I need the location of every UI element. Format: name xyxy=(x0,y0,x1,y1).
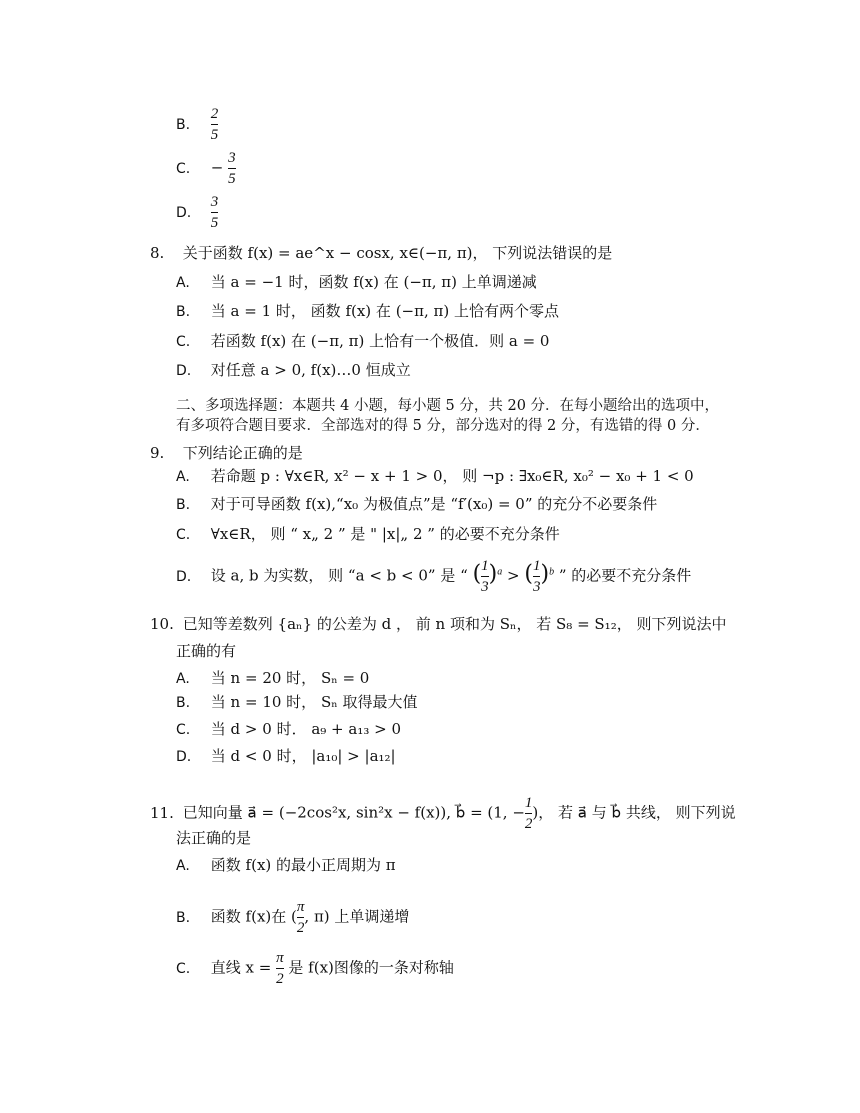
fraction xyxy=(228,148,236,189)
q8-option-b xyxy=(176,301,559,322)
option-label: C. xyxy=(176,527,191,543)
q11-option-c xyxy=(176,948,454,989)
option-text-post: ” 的必要不充分条件 xyxy=(558,566,692,585)
numerator: π xyxy=(296,899,305,915)
option-text: 当 a = 1 时， 函数 f(x) 在 (−π, π) 上恰有两个零点 xyxy=(210,302,559,320)
q10-option-d xyxy=(176,746,396,767)
option-text: 当 n = 20 时， Sₙ = 0 xyxy=(210,669,370,687)
greater-than: > xyxy=(507,566,520,585)
fraction xyxy=(211,192,219,233)
option-text: 对于可导函数 f(x),“x₀ 为极值点”是 “f′(x₀) = 0” 的充分不必要条件 xyxy=(210,495,658,513)
question-text-pre: 已知向量 a⃗ = (−2cos²x, sin²x − f(x)), b⃗ = (1, − xyxy=(182,803,525,822)
fraction xyxy=(211,104,219,145)
option-label: A. xyxy=(176,671,190,687)
option-label: A. xyxy=(176,275,190,291)
q7-option-d xyxy=(176,192,218,233)
option-label: B. xyxy=(176,695,191,711)
q8-option-a xyxy=(176,272,537,293)
question-number: 8. xyxy=(150,244,165,262)
denominator: 5 xyxy=(228,171,236,187)
option-label: D. xyxy=(176,568,192,585)
q11-stem-line2: 法正确的是 xyxy=(176,829,252,847)
denominator: 5 xyxy=(210,127,219,143)
numerator: 1 xyxy=(524,795,533,811)
q8-option-d xyxy=(176,360,411,381)
numerator: 3 xyxy=(228,150,236,166)
q9-stem xyxy=(150,443,303,463)
numerator: π xyxy=(276,950,284,966)
numerator: 1 xyxy=(532,558,541,574)
question-text: 关于函数 f(x) = ae^x − cosx, x∈(−π, π)， 下列说法错误的是 xyxy=(182,244,613,262)
minus-sign: − xyxy=(210,158,224,177)
option-label: B. xyxy=(176,497,191,513)
q9-option-a xyxy=(176,466,694,487)
option-text-pre: 函数 f(x)在 ( xyxy=(210,907,297,926)
q10-option-c xyxy=(176,719,401,740)
paren-open: ( xyxy=(524,561,533,587)
q11-option-b xyxy=(176,897,409,938)
numerator: 1 xyxy=(481,558,489,574)
denominator: 2 xyxy=(296,920,305,936)
exponent: b xyxy=(549,566,555,578)
denominator: 3 xyxy=(532,579,541,595)
paren-close: ) xyxy=(488,561,498,587)
denominator: 2 xyxy=(276,971,284,987)
question-number: 10. xyxy=(150,615,174,633)
paren-open: ( xyxy=(472,561,482,587)
q7-option-b xyxy=(176,104,218,145)
numerator: 3 xyxy=(210,194,219,210)
option-text: 若函数 f(x) 在 (−π, π) 上恰有一个极值．则 a = 0 xyxy=(210,332,550,350)
option-text-pre: 设 a, b 为实数， 则 “a < b < 0” 是 “ xyxy=(210,566,468,585)
option-text: ∀x∈R， 则 “ x„ 2 ” 是 " |x|„ 2 ” 的必要不充分条件 xyxy=(210,525,560,543)
option-label: C. xyxy=(176,160,191,177)
option-text: 对任意 a > 0, f(x)…0 恒成立 xyxy=(210,361,411,379)
option-label: B. xyxy=(176,116,191,133)
q10-option-a xyxy=(176,668,369,689)
question-text-post: )， 若 a⃗ 与 b⃗ 共线， 则下列说 xyxy=(532,803,736,822)
fraction xyxy=(481,556,489,597)
option-text-post: , π) 上单调递增 xyxy=(304,907,410,926)
option-text: 当 d > 0 时． a₉ + a₁₃ > 0 xyxy=(210,720,402,738)
denominator: 2 xyxy=(524,816,533,832)
option-label: C. xyxy=(176,722,191,738)
q8-stem xyxy=(150,243,612,263)
q9-option-b xyxy=(176,494,657,515)
question-text: 已知等差数列 {aₙ} 的公差为 d ， 前 n 项和为 Sₙ， 若 S₈ = S₁₂， 则下列说法中 xyxy=(182,615,727,633)
exponent: a xyxy=(497,566,503,578)
option-label: C. xyxy=(176,334,191,350)
question-number: 11. xyxy=(150,803,174,822)
option-label: D. xyxy=(176,749,192,765)
option-label: B. xyxy=(176,304,191,320)
q10-stem xyxy=(150,614,726,634)
option-text: 当 a = −1 时，函数 f(x) 在 (−π, π) 上单调递减 xyxy=(210,273,537,291)
option-label: A. xyxy=(176,858,190,874)
q10-stem-line2: 正确的有 xyxy=(176,642,237,660)
option-label: B. xyxy=(176,909,191,926)
paren-close: ) xyxy=(540,561,550,587)
option-text: 当 n = 10 时， Sₙ 取得最大值 xyxy=(210,693,418,711)
option-text: 当 d < 0 时， |a₁₀| > |a₁₂| xyxy=(210,747,396,765)
section-heading-line2: 有多项符合题目要求．全部选对的得 5 分，部分选对的得 2 分，有选错的得 0 分． xyxy=(176,418,710,434)
option-text: 函数 f(x) 的最小正周期为 π xyxy=(210,856,396,874)
option-label: C. xyxy=(176,960,191,977)
q7-option-c xyxy=(176,148,236,189)
q11-option-a xyxy=(176,855,396,876)
denominator: 3 xyxy=(481,579,489,595)
option-text: 若命题 p : ∀x∈R, x² − x + 1 > 0， 则 ¬p : ∃x₀∈R, x₀² − x₀ + 1 < 0 xyxy=(210,467,694,485)
denominator: 5 xyxy=(210,215,219,231)
option-label: A. xyxy=(176,469,190,485)
option-text-post: 是 f(x)图像的一条对称轴 xyxy=(283,958,454,977)
question-number: 9. xyxy=(150,444,165,462)
q9-option-c xyxy=(176,524,560,545)
q9-option-d xyxy=(176,556,691,597)
option-label: D. xyxy=(176,204,192,221)
question-text: 下列结论正确的是 xyxy=(182,444,303,462)
fraction xyxy=(276,948,284,989)
option-label: D. xyxy=(176,363,192,379)
numerator: 2 xyxy=(210,106,219,122)
q8-option-c xyxy=(176,331,549,352)
section-heading-line1: 二、多项选择题：本题共 4 小题，每小题 5 分，共 20 分．在每小题给出的选项中， xyxy=(176,398,720,414)
option-text-pre: 直线 x = xyxy=(210,958,277,977)
q10-option-b xyxy=(176,692,417,713)
